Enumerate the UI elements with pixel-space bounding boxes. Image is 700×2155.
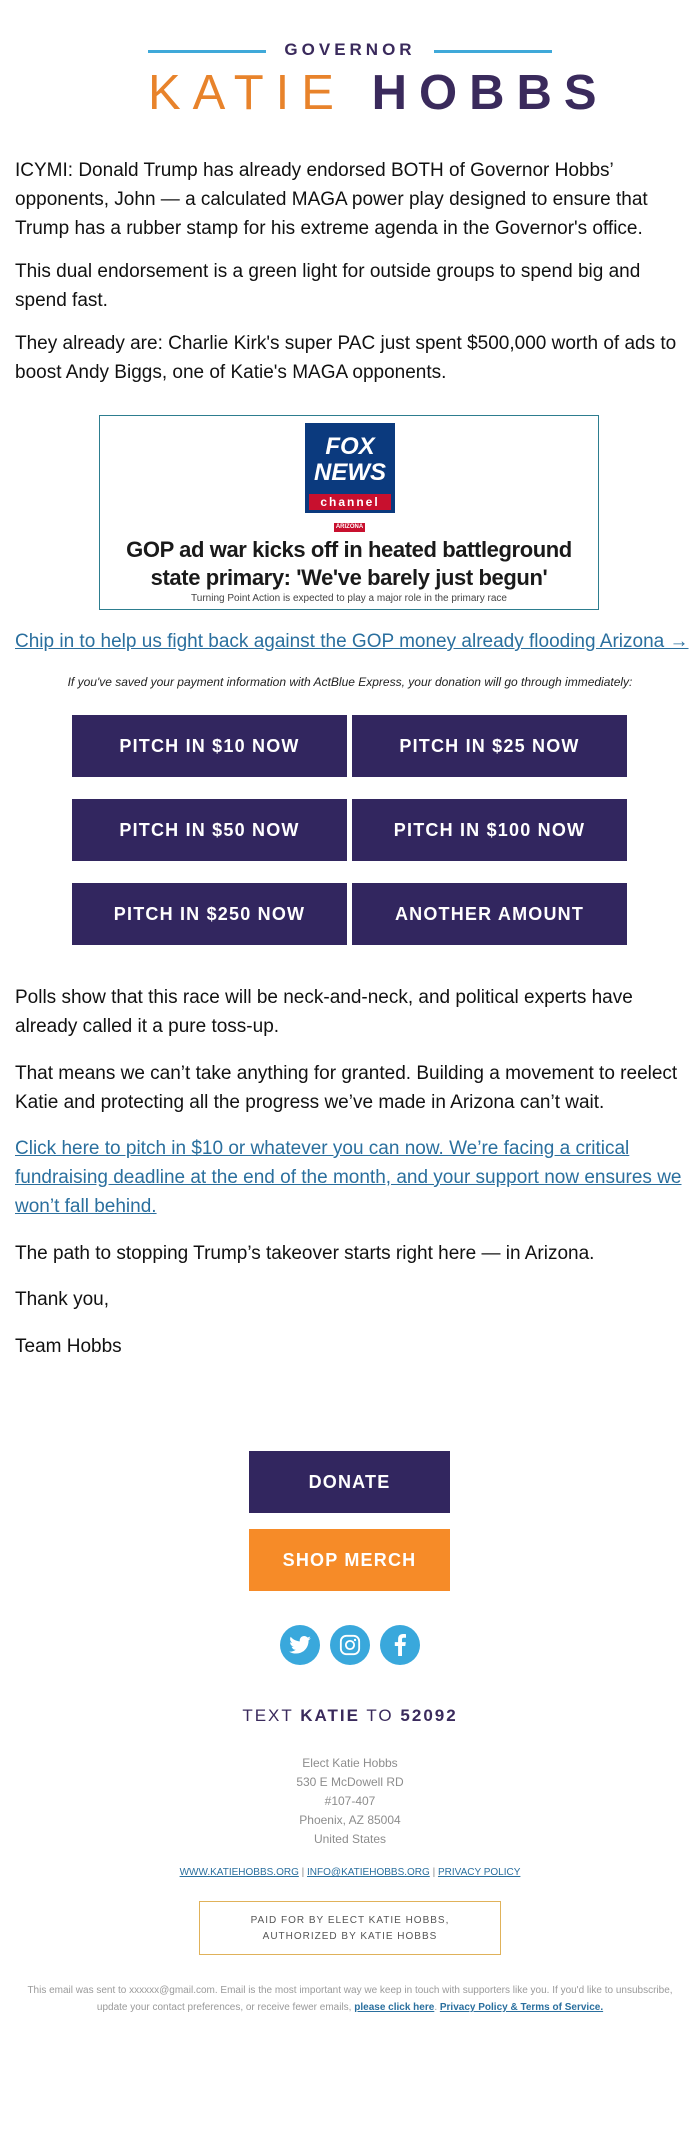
- text-to: TO: [366, 1706, 394, 1725]
- news-subtitle: Turning Point Action is expected to play a major role in the primary race: [191, 593, 507, 604]
- logo-first-name: KATIE: [148, 66, 346, 120]
- pitch-in-50-button[interactable]: PITCH IN $50 NOW: [72, 799, 347, 861]
- logo-name: [148, 65, 609, 121]
- email-link[interactable]: INFO@KATIEHOBBS.ORG: [307, 1867, 430, 1878]
- paid-for-disclaimer: [199, 1901, 501, 1955]
- actblue-express-note: If you've saved your payment information with ActBlue Express, your donation will go through immediately:: [67, 675, 633, 689]
- pitch-in-100-button[interactable]: PITCH IN $100 NOW: [352, 799, 627, 861]
- link-separator: |: [301, 1867, 308, 1878]
- pitch-in-25-button[interactable]: PITCH IN $25 NOW: [352, 715, 627, 777]
- paragraph-endorsement: This dual endorsement is a green light for outside groups to spend big and spend fast.: [15, 261, 641, 311]
- facebook-f-glyph: [393, 1634, 407, 1656]
- pitch-in-250-button[interactable]: PITCH IN $250 NOW: [72, 883, 347, 945]
- text-number: 52092: [400, 1706, 458, 1725]
- fox-logo-line1: FOX: [325, 433, 375, 460]
- fox-news-article-image[interactable]: [99, 415, 599, 610]
- paragraph-signature: Team Hobbs: [15, 1336, 122, 1357]
- twitter-bird-glyph: [289, 1636, 311, 1654]
- footer-links: [0, 1867, 700, 1878]
- paragraph-polls: Polls show that this race will be neck-and-neck, and political experts have already called it a pure toss-up.: [15, 987, 633, 1037]
- instagram-camera-glyph: [339, 1634, 361, 1656]
- shop-merch-button[interactable]: SHOP MERCH: [249, 1529, 450, 1591]
- donate-button[interactable]: DONATE: [249, 1451, 450, 1513]
- chip-in-link[interactable]: Chip in to help us fight back against the GOP money already flooding Arizona →: [15, 631, 689, 652]
- logo-governor: GOVERNOR: [284, 40, 416, 59]
- address-line-1: Elect Katie Hobbs: [302, 1756, 398, 1770]
- unsubscribe-fine-print: [22, 1982, 678, 2016]
- another-amount-button[interactable]: ANOTHER AMOUNT: [352, 883, 627, 945]
- news-headline: GOP ad war kicks off in heated battleground state primary: 'We've barely just begun': [126, 537, 572, 590]
- text-katie-cta: [0, 1706, 700, 1726]
- paragraph-granted: That means we can’t take anything for granted. Building a movement to reelect Katie and protecting all the progress we’ve made in Arizona can’t wait.: [15, 1063, 678, 1113]
- unsubscribe-link[interactable]: please click here: [354, 2002, 435, 2013]
- address-line-2: 530 E McDowell RD: [296, 1775, 404, 1789]
- arizona-tag: ARIZONA: [335, 524, 364, 530]
- paid-line-1: PAID FOR BY ELECT KATIE HOBBS,: [250, 1915, 450, 1926]
- paragraph-icymi: ICYMI: Donald Trump has already endorsed BOTH of Governor Hobbs’ opponents, John — a calculated MAGA power play designed to ensure that Trump has a rubber stamp for his extreme agenda in the Governor's office.: [15, 160, 648, 239]
- twitter-icon[interactable]: [280, 1625, 320, 1665]
- fox-logo-line2: NEWS: [314, 459, 386, 486]
- fine-print-text: This email was sent to xxxxxx@gmail.com. Email is the most important way we keep in touch with supporters like you. If you'd like to unsubscribe, update your contact preferences, or receive fewer emails,: [27, 1985, 673, 2013]
- paragraph-path: The path to stopping Trump’s takeover starts right here — in Arizona.: [15, 1243, 595, 1264]
- fine-print-separator: .: [434, 2002, 438, 2013]
- paid-line-2: AUTHORIZED BY KATIE HOBBS: [262, 1931, 438, 1942]
- logo-last-name: HOBBS: [371, 66, 609, 120]
- paragraph-thank-you: Thank you,: [15, 1289, 109, 1310]
- address-line-4: Phoenix, AZ 85004: [299, 1813, 401, 1827]
- link-separator: |: [432, 1867, 438, 1878]
- text-prefix: TEXT: [242, 1706, 294, 1725]
- address-line-5: United States: [313, 1832, 387, 1846]
- fox-news-logo: [305, 423, 395, 513]
- katie-hobbs-logo: [148, 38, 609, 120]
- website-link[interactable]: WWW.KATIEHOBBS.ORG: [179, 1867, 299, 1878]
- address-line-3: #107-407: [324, 1794, 376, 1808]
- text-keyword: KATIE: [300, 1706, 360, 1725]
- privacy-terms-link[interactable]: Privacy Policy & Terms of Service.: [439, 2002, 604, 2013]
- paragraph-super-pac: They already are: Charlie Kirk's super PAC just spent $500,000 worth of ads to boost Andy Biggs, one of Katie's MAGA opponents.: [15, 333, 677, 383]
- pitch-in-10-link[interactable]: Click here to pitch in $10 or whatever you can now. We’re facing a critical fundraising deadline at the end of the month, and your support now ensures we won’t fall behind.: [15, 1138, 682, 1217]
- fox-logo-line3: channel: [309, 494, 391, 510]
- pitch-in-10-button[interactable]: PITCH IN $10 NOW: [72, 715, 347, 777]
- instagram-icon[interactable]: [330, 1625, 370, 1665]
- privacy-policy-link[interactable]: PRIVACY POLICY: [437, 1867, 521, 1878]
- facebook-icon[interactable]: [380, 1625, 420, 1665]
